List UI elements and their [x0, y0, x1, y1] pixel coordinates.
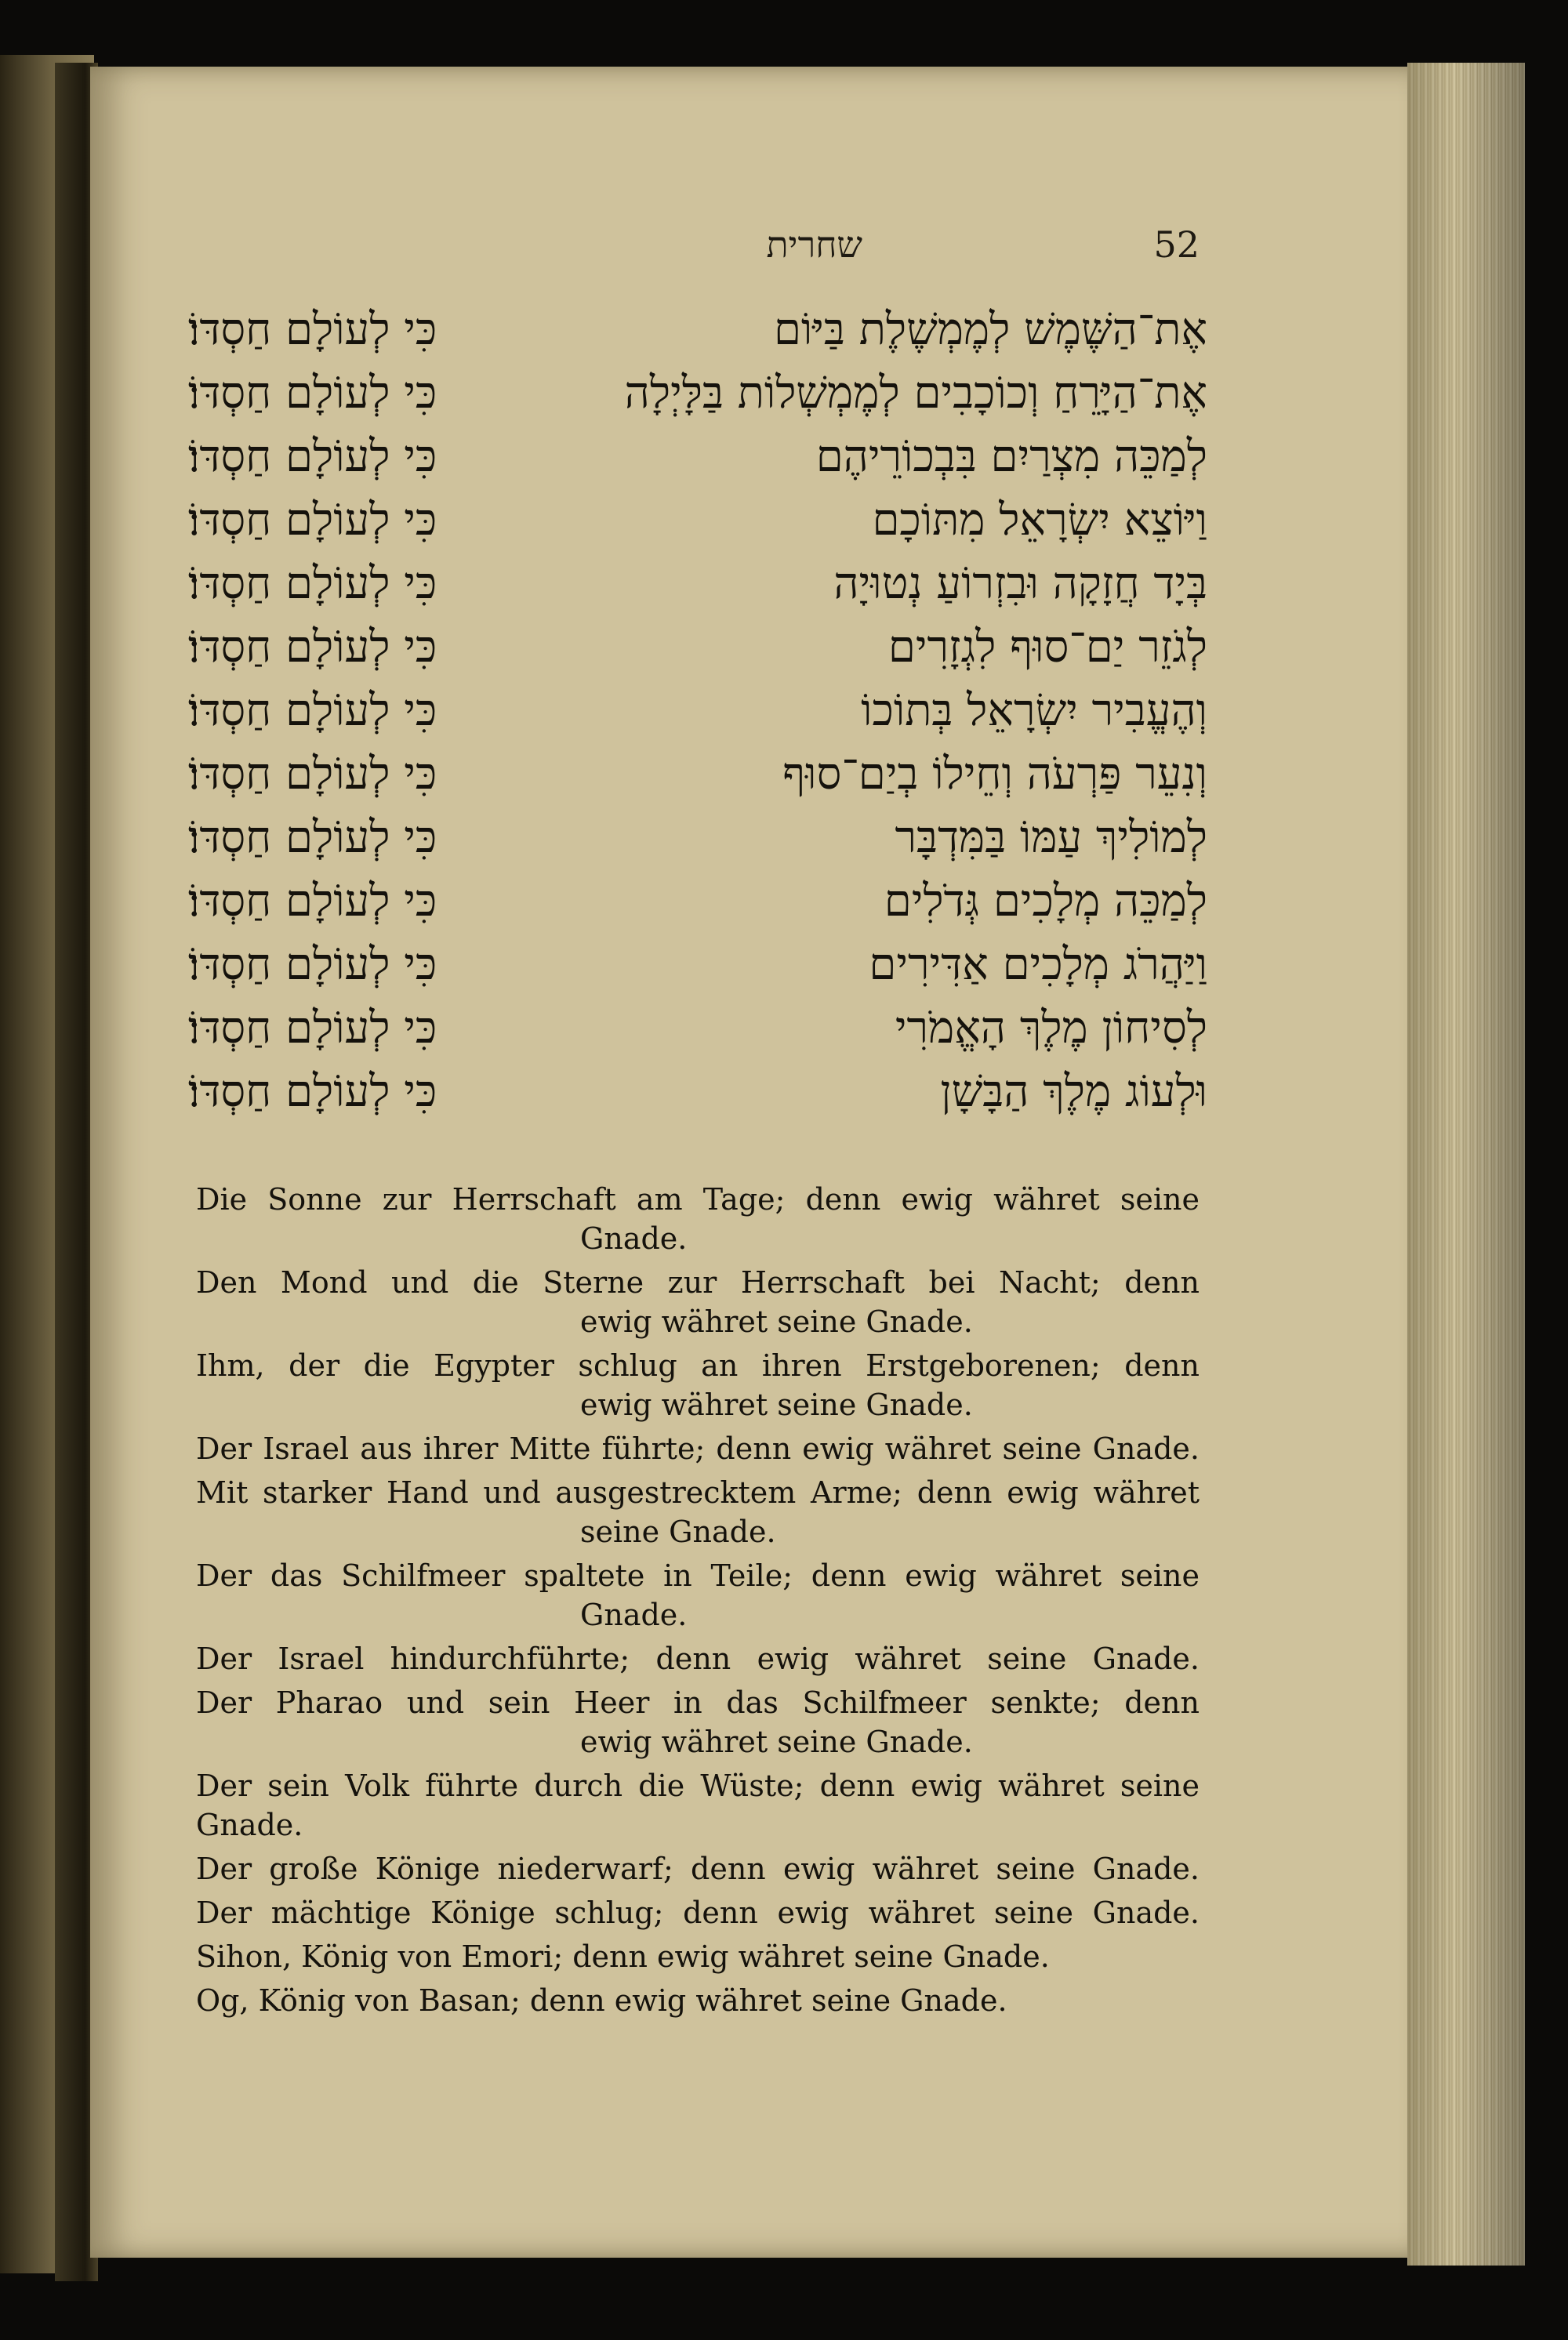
- hebrew-refrain: כִּי לְעוֹלָם חַסְדּוֹ׃: [188, 1066, 437, 1117]
- german-entry: [196, 1937, 1200, 1976]
- page-title: שחרית: [766, 223, 862, 266]
- german-line: Mit starker Hand und ausgestrecktem Arme; denn ewig währet: [196, 1475, 1200, 1510]
- hebrew-verse: לְמַכֵּה מִצְרַיִם בִּבְכוֹרֵיהֶם: [815, 431, 1207, 482]
- hebrew-verse: לְמַכֵּה מְלָכִים גְּדֹלִים: [884, 876, 1207, 927]
- german-entry: [196, 1429, 1200, 1468]
- german-line: Ihm, der die Egypter schlug an ihren Erstgeborenen; denn: [196, 1348, 1200, 1383]
- german-line: Der Israel aus ihrer Mitte führte; denn ewig währet seine Gnade.: [196, 1431, 1200, 1466]
- hebrew-verse: וַיַּהֲרֹג מְלָכִים אַדִּירִים: [869, 939, 1207, 990]
- german-entry: [196, 1893, 1200, 1932]
- hebrew-verse: וּלְעוֹג מֶלֶךְ הַבָּשָׁן: [940, 1066, 1207, 1117]
- hebrew-line: [188, 1060, 1207, 1123]
- hebrew-line: [188, 488, 1207, 552]
- german-entry: [196, 1263, 1200, 1341]
- hebrew-line: [188, 425, 1207, 488]
- hebrew-verse: לְמוֹלִיךְ עַמּוֹ בַּמִּדְבָּר: [895, 812, 1207, 863]
- hebrew-verse: אֶת־הַיָּרֵחַ וְכוֹכָבִים לְמֶמְשְׁלוֹת בַּלָּיְלָה: [624, 368, 1207, 419]
- hebrew-refrain: כִּי לְעוֹלָם חַסְדּוֹ׃: [188, 431, 437, 482]
- hebrew-line: [188, 996, 1207, 1060]
- german-entry: [196, 1346, 1200, 1424]
- german-line-continuation: seine Gnade.: [580, 1515, 776, 1549]
- german-line: Der Pharao und sein Heer in das Schilfmeer senkte; denn: [196, 1685, 1200, 1720]
- hebrew-refrain: כִּי לְעוֹלָם חַסְדּוֹ׃: [188, 1003, 437, 1054]
- german-translation-block: [196, 1180, 1200, 2025]
- hebrew-verse: וְהֶעֱבִיר יִשְׂרָאֵל בְּתוֹכוֹ: [861, 685, 1207, 736]
- german-line: Sihon, König von Emori; denn ewig währet seine Gnade.: [196, 1939, 1050, 1974]
- hebrew-refrain: כִּי לְעוֹלָם חַסְדּוֹ׃: [188, 749, 437, 800]
- hebrew-line: [188, 869, 1207, 933]
- hebrew-refrain: כִּי לְעוֹלָם חַסְדּוֹ׃: [188, 685, 437, 736]
- hebrew-refrain: כִּי לְעוֹלָם חַסְדּוֹ׃: [188, 812, 437, 863]
- page-header: [196, 223, 1200, 270]
- hebrew-refrain: כִּי לְעוֹלָם חַסְדּוֹ׃: [188, 876, 437, 927]
- hebrew-verse: לְגֹזֵר יַם־סוּף לִגְזָרִים: [887, 622, 1207, 673]
- german-line: Der mächtige Könige schlug; denn ewig währet seine Gnade.: [196, 1896, 1200, 1930]
- german-line-continuation: ewig währet seine Gnade.: [580, 1725, 973, 1759]
- hebrew-line: [188, 933, 1207, 996]
- hebrew-verse: אֶת־הַשֶּׁמֶשׁ לְמֶמְשֶׁלֶת בַּיּוֹם: [773, 304, 1207, 355]
- hebrew-refrain: כִּי לְעוֹלָם חַסְדּוֹ׃: [188, 495, 437, 546]
- hebrew-refrain: כִּי לְעוֹלָם חַסְדּוֹ׃: [188, 939, 437, 990]
- hebrew-refrain: כִּי לְעוֹלָם חַסְדּוֹ׃: [188, 368, 437, 419]
- german-line-continuation: ewig währet seine Gnade.: [580, 1304, 973, 1339]
- page-edges-shade: [1407, 63, 1525, 2266]
- german-line-continuation: Gnade.: [580, 1598, 688, 1632]
- german-line: Den Mond und die Sterne zur Herrschaft bei Nacht; denn: [196, 1265, 1200, 1300]
- hebrew-refrain: כִּי לְעוֹלָם חַסְדּוֹ׃: [188, 304, 437, 355]
- hebrew-line: [188, 361, 1207, 425]
- hebrew-refrain: כִּי לְעוֹלָם חַסְדּוֹ׃: [188, 558, 437, 609]
- hebrew-verse: וַיּוֹצֵא יִשְׂרָאֵל מִתּוֹכָם: [872, 495, 1207, 546]
- page-number: 52: [1153, 223, 1200, 266]
- german-line: Der sein Volk führte durch die Wüste; denn ewig währet seine Gnade.: [196, 1769, 1200, 1842]
- hebrew-line: [188, 742, 1207, 806]
- german-entry: [196, 1849, 1200, 1888]
- hebrew-line: [188, 552, 1207, 615]
- german-entry: [196, 1981, 1200, 2020]
- hebrew-line: [188, 806, 1207, 869]
- hebrew-verse: וְנִעֵר פַּרְעֹה וְחֵילוֹ בְיַם־סוּף: [782, 749, 1207, 800]
- hebrew-line: [188, 615, 1207, 679]
- german-entry: [196, 1556, 1200, 1634]
- hebrew-verse: בְּיָד חֲזָקָה וּבִזְרוֹעַ נְטוּיָה: [833, 558, 1207, 609]
- german-entry: [196, 1473, 1200, 1551]
- german-entry: [196, 1766, 1200, 1845]
- german-line: Der große Könige niederwarf; denn ewig währet seine Gnade.: [196, 1852, 1200, 1886]
- german-line-continuation: Gnade.: [580, 1221, 688, 1256]
- german-line: Og, König von Basan; denn ewig währet seine Gnade.: [196, 1983, 1007, 2018]
- german-entry: [196, 1683, 1200, 1761]
- hebrew-line: [188, 298, 1207, 361]
- hebrew-refrain: כִּי לְעוֹלָם חַסְדּוֹ׃: [188, 622, 437, 673]
- german-entry: [196, 1639, 1200, 1678]
- hebrew-text-block: [188, 298, 1207, 1123]
- german-entry: [196, 1180, 1200, 1258]
- german-line: Der das Schilfmeer spaltete in Teile; denn ewig währet seine: [196, 1558, 1200, 1593]
- hebrew-verse: לְסִיחוֹן מֶלֶךְ הָאֱמֹרִי: [895, 1003, 1207, 1054]
- german-line: Der Israel hindurchführte; denn ewig währet seine Gnade.: [196, 1642, 1200, 1676]
- hebrew-line: [188, 679, 1207, 742]
- german-line-continuation: ewig währet seine Gnade.: [580, 1388, 973, 1422]
- german-line: Die Sonne zur Herrschaft am Tage; denn ewig währet seine: [196, 1182, 1200, 1217]
